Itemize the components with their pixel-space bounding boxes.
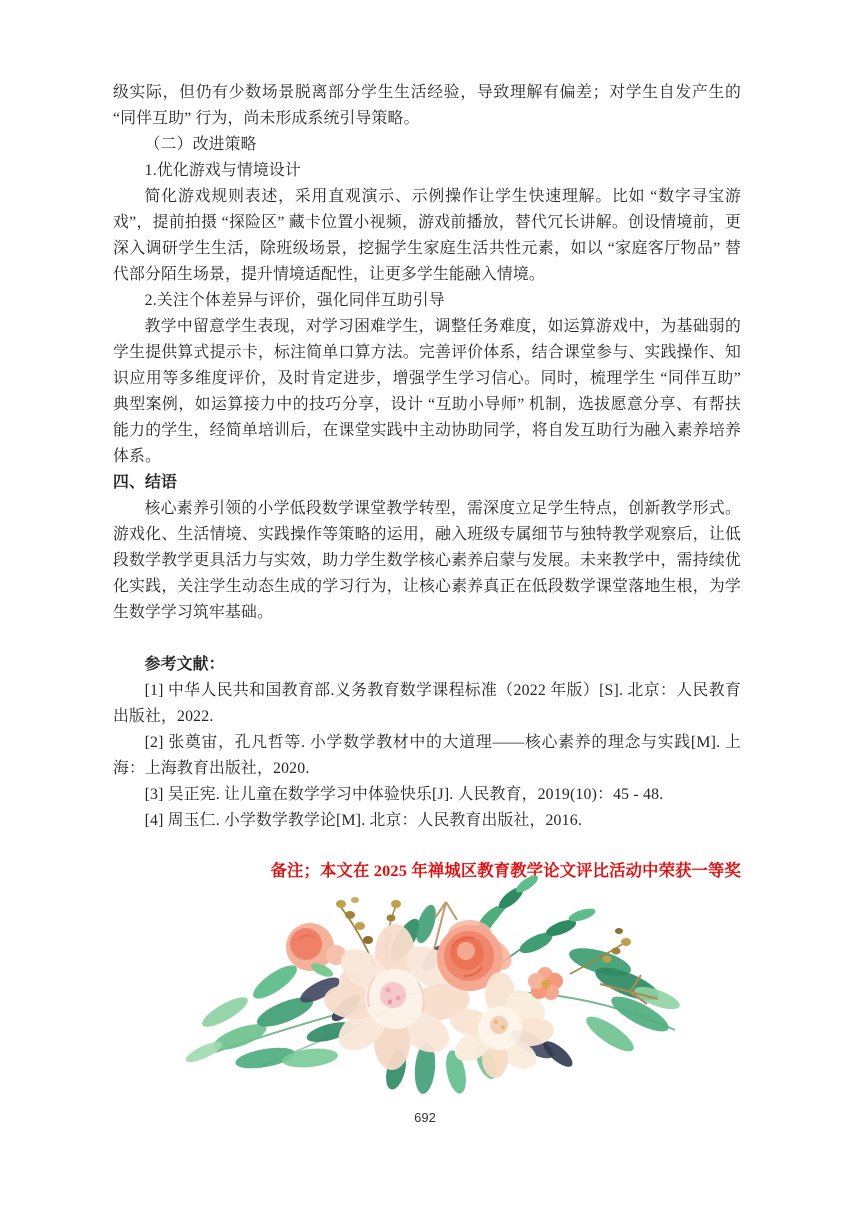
continuation-paragraph: 级实际，但仍有少数场景脱离部分学生生活经验，导致理解有偏差；对学生自发产生的 “同伴互助” 行为，尚未形成系统引导策略。 — [113, 84, 741, 127]
subheading-optimize-game-design: 1.优化游戏与情境设计 — [144, 162, 301, 179]
reference-item-1: [1] 中华人民共和国教育部.义务教育数学课程标准（2022 年版）[S]. 北京：人民教育出版社，2022. — [113, 682, 741, 725]
section-heading-improvement-strategies: （二）改进策略 — [144, 136, 257, 153]
watercolor-bouquet-illustration — [170, 862, 690, 1097]
conclusion-heading: 四、结语 — [113, 474, 177, 491]
award-note: 备注；本文在 2025 年禅城区教育教学论文评比活动中荣获一等奖 — [270, 861, 741, 880]
paragraph-individual-differences: 教学中留意学生表现，对学习困难学生，调整任务难度，如运算游戏中，为基础弱的学生提供算式提示卡，标注简单口算方法。完善评价体系，结合课堂参与、实践操作、知识应用等多维度评价，及时肯定进步，增强学生学习信心。同时，梳理学生 “同伴互助” 典型案例，如运算接力中的技巧分享，设计 “互助小导师” 机制，选拔愿意分享、有帮扶能力的学生，经简单培训后，在课堂实践中主动协助同学，将自发互助行为融入素养培养体系。 — [113, 318, 741, 465]
flower-bouquet-svg — [170, 862, 690, 1097]
reference-item-3: [3] 吴正宪. 让儿童在数学学习中体验快乐[J]. 人民教育，2019(10)：45 - 48. — [144, 786, 664, 803]
reference-item-4: [4] 周玉仁. 小学数学教学论[M]. 北京：人民教育出版社，2016. — [144, 812, 583, 829]
reference-item-2: [2] 张奠宙，孔凡哲等. 小学数学教材中的大道理——核心素养的理念与实践[M]. 上海：上海教育出版社，2020. — [113, 734, 741, 777]
subheading-individual-differences: 2.关注个体差异与评价，强化同伴互助引导 — [144, 292, 445, 309]
page-content — [113, 80, 741, 884]
page-number: 692 — [414, 1110, 436, 1125]
conclusion-paragraph: 核心素养引领的小学低段数学课堂教学转型，需深度立足学生特点，创新教学形式。游戏化、生活情境、实践操作等策略的运用，融入班级专属细节与独特教学观察后，让低段数学教学更具活力与实效，助力学生数学核心素养启蒙与发展。未来教学中，需持续优化实践，关注学生动态生成的学习行为，让核心素养真正在低段数学课堂落地生根，为学生数学学习筑牢基础。 — [113, 500, 741, 621]
paragraph-optimize-game-design: 简化游戏规则表述，采用直观演示、示例操作让学生快速理解。比如 “数字寻宝游戏”，提前拍摄 “探险区” 藏卡位置小视频，游戏前播放，替代冗长讲解。创设情境前，更深入调研学生生活，除班级场景，挖掘学生家庭生活共性元素，如以 “家庭客厅物品” 替代部分陌生场景，提升情境适配性，让更多学生能融入情境。 — [113, 188, 741, 283]
references-heading: 参考文献： — [144, 656, 225, 673]
